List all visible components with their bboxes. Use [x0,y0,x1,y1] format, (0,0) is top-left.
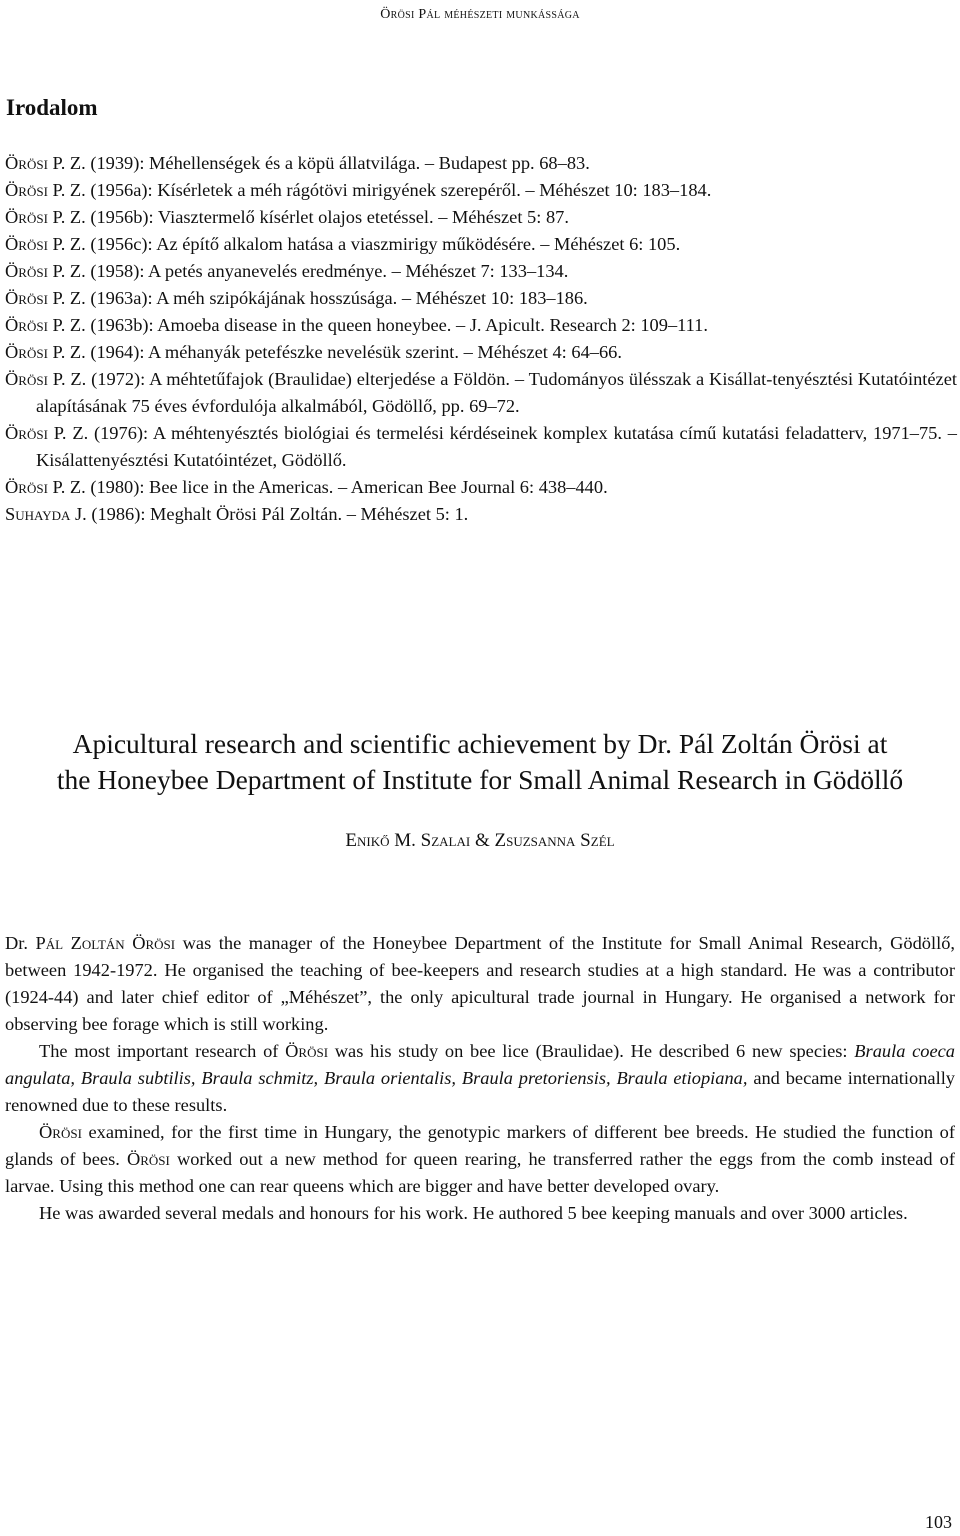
paragraph-text: and became internationally renowned due to these results. [5,1068,955,1115]
reference-text: P. Z. (1956c): Az építő alkalom hatása a viaszmirigy működésére. – Méhészet 6: 105. [47,234,681,254]
reference-text: P. Z. (1964): A méhanyák petefészke nevelésük szerint. – Méhészet 4: 64–66. [47,342,622,362]
reference-author: Örösi [5,180,48,200]
reference-item [5,285,957,312]
paragraph-text: examined, for the first time in Hungary, the genotypic markers of different bee breeds. He studied the function of glands of bees. [5,1122,955,1169]
reference-author: Suhayda [5,504,71,524]
reference-text: P. Z. (1963b): Amoeba disease in the queen honeybee. – J. Apicult. Research 2: 109–111. [47,315,708,335]
reference-item [5,150,957,177]
reference-author: Örösi [5,261,48,281]
reference-list [5,150,957,528]
reference-text: P. Z. (1956a): Kísérletek a méh rágótövi mirigyének szerepéről. – Méhészet 10: 183–184. [47,180,712,200]
person-name: Örösi [39,1122,82,1142]
reference-item [5,501,957,528]
abstract-paragraph [5,1119,955,1200]
reference-item [5,312,957,339]
reference-text: P. Z. (1972): A méhtetűfajok (Braulidae) elterjedése a Földön. – Tudományos ülésszak a Kisállat-tenyésztési Kutatóintézet alapításának 75 éves évfordulója alkalmából, Gödöllő, pp. 69–72. [36,369,957,416]
page-number: 103 [925,1512,952,1532]
reference-text: P. Z. (1963a): A méh szipókájának hosszúsága. – Méhészet 10: 183–186. [47,288,588,308]
reference-author: Örösi [5,423,48,443]
article-title [0,726,960,798]
paragraph-text: The most important research of [39,1041,286,1061]
reference-item [5,366,957,420]
reference-text: P. Z. (1939): Méhellenségek és a köpü állatvilága. – Budapest pp. 68–83. [47,153,590,173]
reference-item [5,258,957,285]
paragraph-text: was his study on bee lice (Braulidae). He described 6 new species: [328,1041,855,1061]
person-name: Örösi [285,1041,329,1061]
reference-item [5,177,957,204]
reference-text: P. Z. (1958): A petés anyanevelés eredménye. – Méhészet 7: 133–134. [47,261,569,281]
reference-author: Örösi [5,369,48,389]
reference-author: Örösi [5,342,48,362]
section-heading: Irodalom [6,95,98,120]
reference-author: Örösi [5,153,48,173]
reference-item [5,231,957,258]
reference-author: Örösi [5,288,48,308]
reference-text: J. (1986): Meghalt Örösi Pál Zoltán. – Méhészet 5: 1. [70,504,469,524]
abstract-paragraph [5,1038,955,1119]
article-title-line: the Honeybee Department of Institute for Small Animal Research in Gödöllő [56,764,904,795]
species-list: Braula coeca angulata, Braula subtilis, Braula schmitz, Braula orientalis, Braula pretoriensis, Braula etiopiana, [5,1041,955,1088]
reference-item [5,204,957,231]
reference-author: Örösi [5,477,48,497]
reference-author: Örösi [5,234,48,254]
running-head: Örösi Pál méhészeti munkássága [380,7,580,22]
reference-author: Örösi [5,207,48,227]
reference-item [5,420,957,474]
abstract-paragraph: He was awarded several medals and honours for his work. He authored 5 bee keeping manuals and over 3000 articles. [39,1203,908,1223]
reference-author: Örösi [5,315,48,335]
article-title-line: Apicultural research and scientific achievement by Dr. Pál Zoltán Örösi at [72,728,888,759]
abstract-body [5,930,955,1227]
reference-text: P. Z. (1956b): Viasztermelő kísérlet olajos etetéssel. – Méhészet 5: 87. [47,207,569,227]
abstract-paragraph [5,930,955,1038]
paragraph-text: Dr. [5,933,36,953]
paragraph-text: was the manager of the Honeybee Department of the Institute for Small Animal Research, Gödöllő, between 1942-1972. He organised the teaching of bee-keepers and research studies at a high standard. He was a contributor (1924-44) and later chief editor of „Méhészet”, the only apicultural trade journal in Hungary. He organised a network for observing bee forage which is still working. [5,933,955,1034]
reference-item [5,474,957,501]
article-authors: Enikő M. Szalai & Zsuzsanna Szél [345,830,615,851]
reference-text: P. Z. (1976): A méhtenyésztés biológiai és termelési kérdéseinek komplex kutatása című kutatási feladatterv, 1971–75. – Kisálattenyésztési Kutatóintézet, Gödöllő. [36,423,957,470]
reference-text: P. Z. (1980): Bee lice in the Americas. – American Bee Journal 6: 438–440. [47,477,608,497]
reference-item [5,339,957,366]
person-name: Örösi [126,1149,170,1169]
person-name: Pál Zoltán Örösi [35,933,176,953]
paragraph-text: worked out a new method for queen rearing, he transferred rather the eggs from the comb instead of larvae. Using this method one can rear queens which are bigger and have better developed ovary. [5,1149,955,1196]
